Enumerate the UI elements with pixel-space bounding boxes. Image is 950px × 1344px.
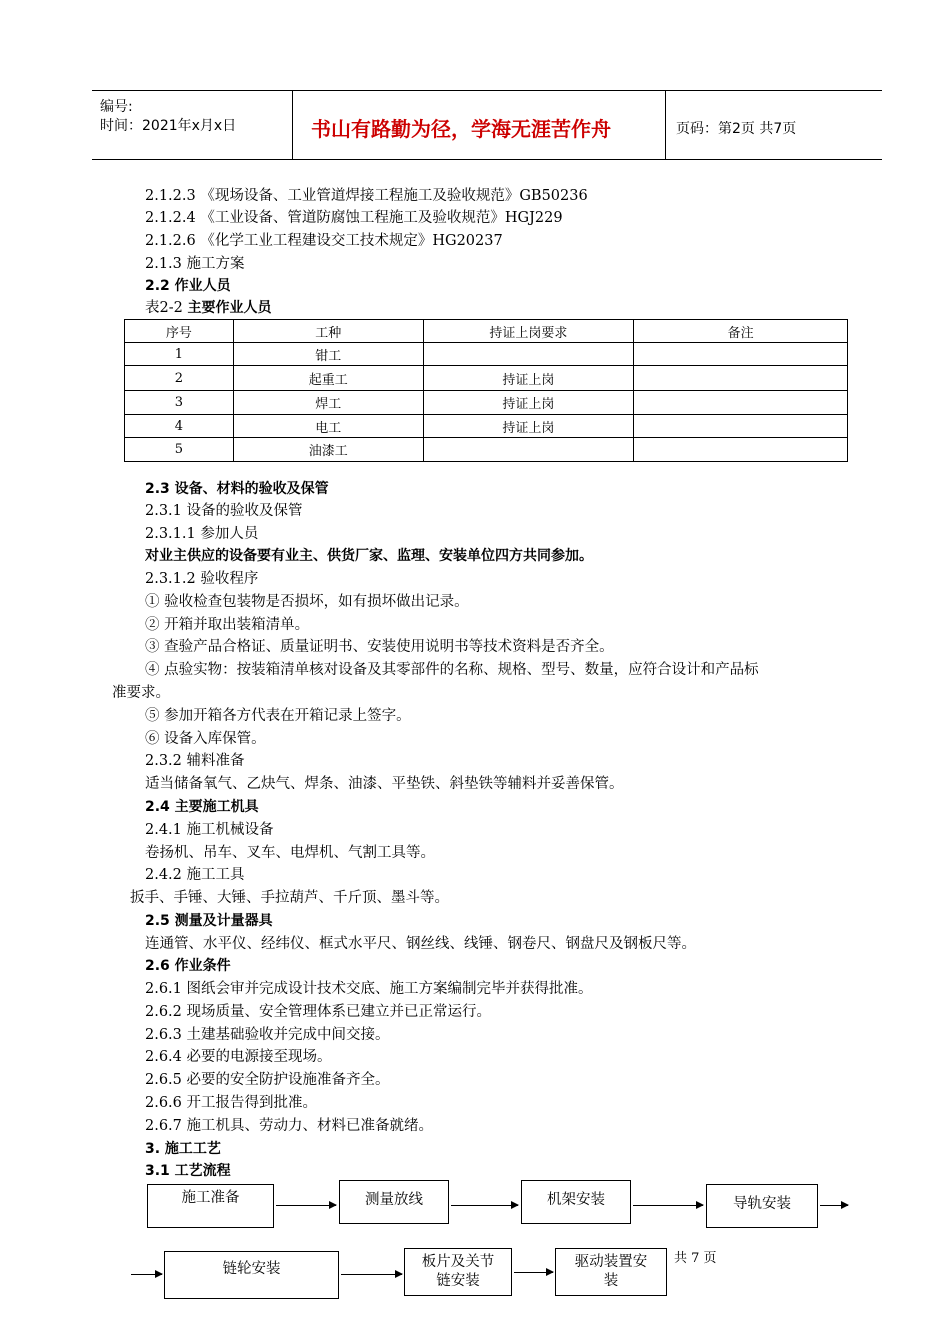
- text-line: 2.6.2 现场质量、安全管理体系已建立并已正常运行。: [145, 1004, 492, 1020]
- text-line: 2.6.5 必要的安全防护设施准备齐全。: [145, 1072, 390, 1088]
- table-cell: 4: [125, 415, 234, 438]
- text-line: 2.6.1 图纸会审并完成设计技术交底、施工方案编制完毕并获得批准。: [145, 981, 593, 997]
- text-line: 2.6.4 必要的电源接至现场。: [145, 1049, 332, 1065]
- section-heading: 3.1 工艺流程: [145, 1163, 231, 1179]
- text-line: ④ 点验实物：按装箱清单核对设备及其零部件的名称、规格、型号、数量，应符合设计和产品标: [145, 662, 759, 678]
- flow-step-rail: 导轨安装: [706, 1184, 818, 1228]
- table-cell: [423, 438, 634, 462]
- flow-arrow: [820, 1205, 848, 1206]
- text-line: 2.3.2 辅料准备: [145, 753, 245, 769]
- text-line: 扳手、手锤、大锤、手拉葫芦、千斤顶、墨斗等。: [130, 890, 449, 906]
- flow-arrow: [451, 1205, 518, 1206]
- text-line: ③ 查验产品合格证、质量证明书、安装使用说明书等技术资料是否齐全。: [145, 639, 614, 655]
- flow-step-plate-chain: 板片及关节链安装: [404, 1248, 512, 1296]
- flow-arrow: [514, 1272, 553, 1273]
- flow-step-survey: 测量放线: [339, 1180, 449, 1224]
- table-cell: 持证上岗: [423, 391, 634, 415]
- table-row: [125, 438, 848, 462]
- table-row: [125, 366, 848, 391]
- header-left-cell: [92, 91, 293, 159]
- text-line: 2.1.3 施工方案: [145, 256, 245, 272]
- table-row: [125, 343, 848, 366]
- text-line: 2.1.2.3 《现场设备、工业管道焊接工程施工及验收规范》GB50236: [145, 188, 588, 204]
- text-line: 对业主供应的设备要有业主、供货厂家、监理、安装单位四方共同参加。: [145, 548, 593, 564]
- table-cell: 持证上岗: [423, 366, 634, 391]
- table-cell: [634, 391, 848, 415]
- text-line: 2.3.1.2 验收程序: [145, 571, 259, 587]
- text-line: 2.6.6 开工报告得到批准。: [145, 1095, 318, 1111]
- flow-step-prep: 施工准备: [147, 1184, 274, 1228]
- table-cell: [634, 415, 848, 438]
- page-total: 共 7 页: [674, 1251, 717, 1266]
- header-right-cell: [666, 91, 882, 159]
- text-line: 2.3.1 设备的验收及保管: [145, 503, 303, 519]
- text-line: 2.1.2.4 《工业设备、管道防腐蚀工程施工及验收规范》HGJ229: [145, 210, 563, 226]
- text-line: ① 验收检查包装物是否损坏，如有损坏做出记录。: [145, 594, 469, 610]
- flow-arrow: [131, 1274, 162, 1275]
- text-line: 2.4.1 施工机械设备: [145, 822, 274, 838]
- table-header: 持证上岗要求: [423, 320, 634, 343]
- text-line: 2.4.2 施工工具: [145, 867, 245, 883]
- section-heading: 2.2 作业人员: [145, 278, 231, 294]
- header-center-cell: [293, 91, 666, 159]
- flow-arrow: [633, 1205, 703, 1206]
- flow-step-sprocket: 链轮安装: [164, 1251, 339, 1299]
- text-line: ⑤ 参加开箱各方代表在开箱记录上签字。: [145, 708, 411, 724]
- table-cell: 3: [125, 391, 234, 415]
- text-line: 2.6.3 土建基础验收并完成中间交接。: [145, 1027, 390, 1043]
- section-heading: 2.6 作业条件: [145, 958, 231, 974]
- text-line: 2.6.7 施工机具、劳动力、材料已准备就绪。: [145, 1118, 434, 1134]
- table-cell: 钳工: [233, 343, 423, 366]
- table-row: [125, 391, 848, 415]
- section-heading: 3. 施工工艺: [145, 1141, 221, 1157]
- table-cell: 持证上岗: [423, 415, 634, 438]
- table-cell: [634, 438, 848, 462]
- table-row: [125, 415, 848, 438]
- flow-arrow: [341, 1274, 402, 1275]
- table-cell: 起重工: [233, 366, 423, 391]
- text-line: 2.1.2.6 《化学工业工程建设交工技术规定》HG20237: [145, 233, 503, 249]
- table-cell: [423, 343, 634, 366]
- text-line: 2.3.1.1 参加人员: [145, 526, 259, 542]
- personnel-table: [124, 319, 848, 462]
- table-header-row: [125, 320, 848, 343]
- text-line: ⑥ 设备入库保管。: [145, 731, 266, 747]
- motto: 书山有路勤为径，学海无涯苦作舟: [311, 117, 611, 141]
- number-label: 编号:: [100, 99, 133, 115]
- flow-step-drive: 驱动装置安装: [555, 1248, 667, 1296]
- table-cell: 1: [125, 343, 234, 366]
- table-cell: 电工: [233, 415, 423, 438]
- table-cell: 焊工: [233, 391, 423, 415]
- table-header: 备注: [634, 320, 848, 343]
- text-line: 卷扬机、吊车、叉车、电焊机、气割工具等。: [145, 845, 435, 861]
- page-header: [92, 90, 882, 160]
- flow-step-frame: 机架安装: [521, 1180, 631, 1224]
- text-line: 准要求。: [112, 685, 170, 701]
- table-caption: 表2-2 主要作业人员: [145, 300, 272, 316]
- section-heading: 2.3 设备、材料的验收及保管: [145, 481, 329, 497]
- section-heading: 2.4 主要施工机具: [145, 799, 259, 815]
- table-cell: 2: [125, 366, 234, 391]
- text-line: 适当储备氧气、乙炔气、焊条、油漆、平垫铁、斜垫铁等辅料并妥善保管。: [145, 776, 624, 792]
- table-cell: [634, 366, 848, 391]
- text-line: ② 开箱并取出装箱清单。: [145, 617, 310, 633]
- table-cell: [634, 343, 848, 366]
- table-header: 工种: [233, 320, 423, 343]
- table-cell: 油漆工: [233, 438, 423, 462]
- section-heading: 2.5 测量及计量器具: [145, 913, 273, 929]
- flow-arrow: [276, 1205, 336, 1206]
- text-line: 连通管、水平仪、经纬仪、框式水平尺、钢丝线、线锤、钢卷尺、钢盘尺及钢板尺等。: [145, 936, 696, 952]
- table-header: 序号: [125, 320, 234, 343]
- time-label: 时间：2021年x月x日: [100, 118, 237, 134]
- table-cell: 5: [125, 438, 234, 462]
- page-label: 页码：第2页 共7页: [676, 121, 797, 137]
